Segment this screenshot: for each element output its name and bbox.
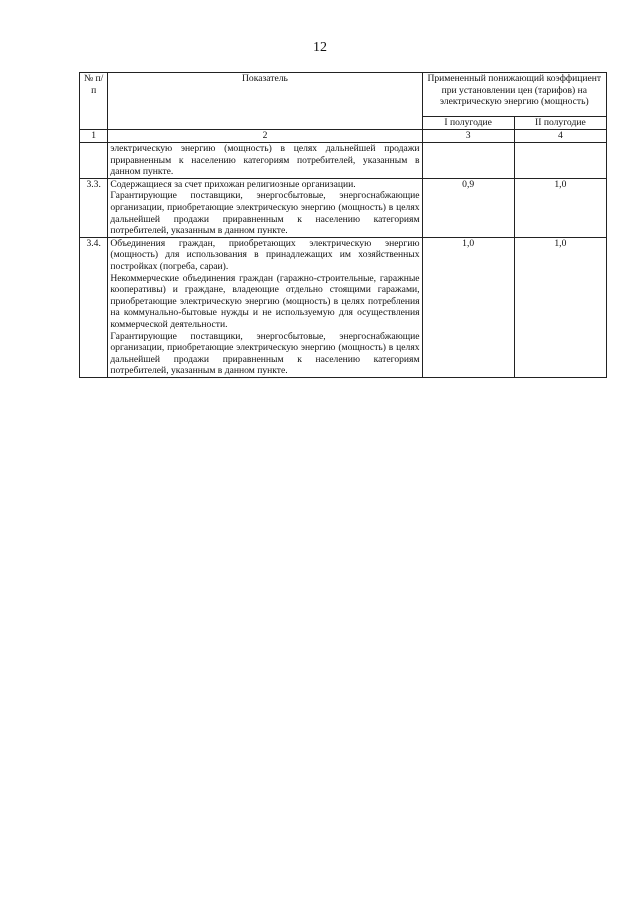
row-number: 3.4. [80,237,108,377]
column-number: 3 [422,130,514,143]
row-value-half2 [514,143,606,179]
row-value-half1 [422,143,514,179]
table-row [80,178,607,237]
row-paragraph: электрическую энергию (мощность) в целях дальнейшей продажи приравненным к населению категориям потребителей, указанным в данном пункте. [110,143,420,178]
row-paragraph: Содержащиеся за счет прихожан религиозные организации. [110,178,356,190]
row-value-half1: 1,0 [422,237,514,377]
row-description [108,178,422,237]
column-number: 4 [514,130,606,143]
row-value-half2: 1,0 [514,237,606,377]
table-row [80,237,607,377]
row-number: 3.3. [80,178,108,237]
column-number-row [80,130,607,143]
row-number [80,143,108,179]
row-description [108,237,422,377]
header-coefficient: Примененный понижающий коэффициент при установлении цен (тарифов) на электрическую энергию (мощность) [422,73,606,117]
column-number: 1 [80,130,108,143]
row-value-half2: 1,0 [514,178,606,237]
row-value-half1: 0,9 [422,178,514,237]
header-half2: II полугодие [514,117,606,130]
row-description [108,143,422,179]
header-num: № п/п [80,73,108,130]
row-paragraph: Некоммерческие объединения граждан (гаражно-строительные, гаражные кооперативы) и граждане, владеющие отдельно стоящими гаражами, приобретающие электрическую энергию (мощность) в целях потребления на коммунально-бытовые нужды и не используемую для осуществления коммерческой деятельности. [110,272,420,330]
header-indicator: Показатель [108,73,422,130]
row-paragraph: Объединения граждан, приобретающих электрическую энергию (мощность) для использования в принадлежащих им хозяйственных постройках (погреба, сараи). [110,237,420,272]
header-half1: I полугодие [422,117,514,130]
tariff-coefficient-table [79,72,607,378]
page-number: 12 [313,40,327,55]
column-number: 2 [108,130,422,143]
table-row [80,143,607,179]
row-paragraph: Гарантирующие поставщики, энергосбытовые, энергоснабжающие организации, приобретающие электрическую энергию (мощность) в целях дальнейшей продажи приравненным к населению категориям потребителей, указанным в данном пункте. [110,330,420,377]
row-paragraph: Гарантирующие поставщики, энергосбытовые, энергоснабжающие организации, приобретающие электрическую энергию (мощность) в целях дальнейшей продажи приравненным к населению категориям потребителей, указанным в данном пункте. [110,190,420,237]
